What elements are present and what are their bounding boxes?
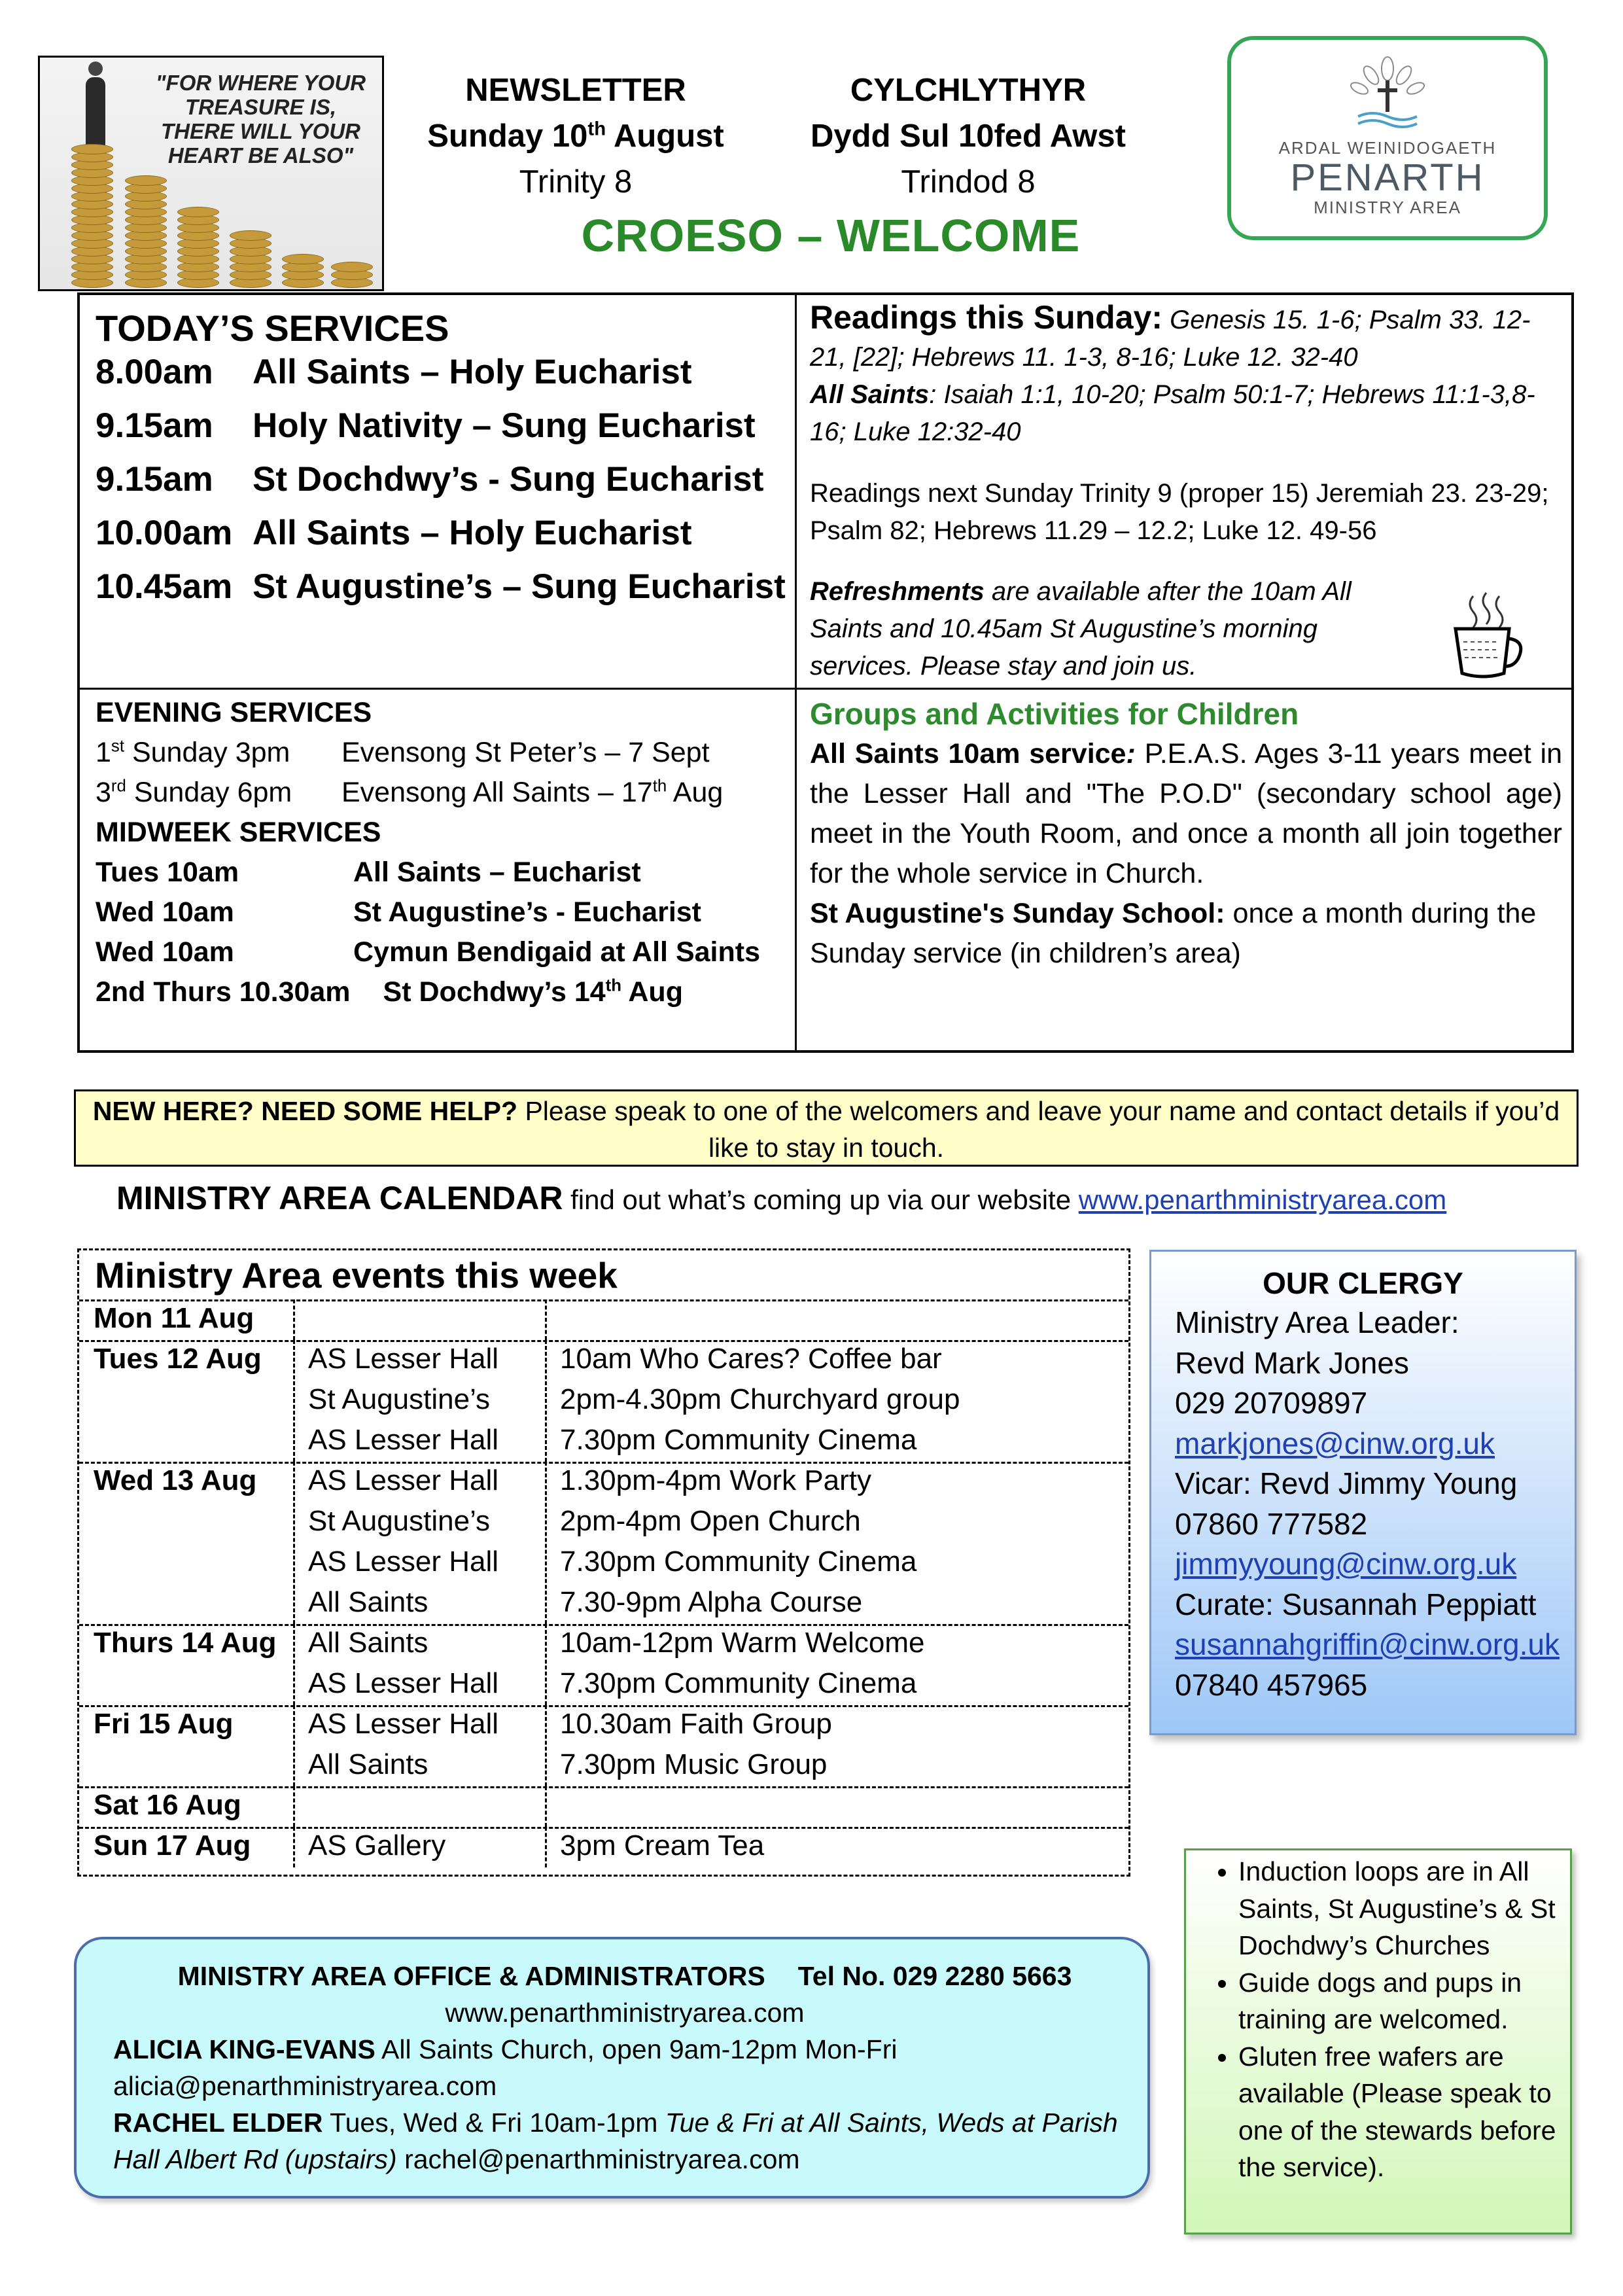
- service-row: [96, 460, 763, 499]
- event-location: AS Lesser Hall: [308, 1424, 499, 1456]
- new-here-label: NEW HERE? NEED SOME HELP?: [92, 1096, 518, 1126]
- service-desc: All Saints – Holy Eucharist: [253, 514, 692, 552]
- figure: [86, 77, 105, 149]
- event-location: AS Lesser Hall: [308, 1545, 499, 1578]
- events-column-divider: [545, 1786, 547, 1827]
- event-location: All Saints: [308, 1627, 428, 1659]
- newsletter-heading: [406, 67, 746, 205]
- coin-icon: [331, 262, 373, 272]
- calendar-label: MINISTRY AREA CALENDAR: [116, 1180, 563, 1216]
- event-activity: 3pm Cream Tea: [560, 1829, 765, 1862]
- evening-services-heading: EVENING SERVICES: [96, 697, 372, 728]
- service-row: [96, 567, 786, 607]
- children-activities: [810, 694, 1562, 974]
- divider-vertical: [795, 295, 797, 1050]
- event-location: St Augustine’s: [308, 1505, 491, 1537]
- clergy-line: Curate: Susannah Peppiatt: [1175, 1587, 1537, 1621]
- readings-next-sunday: Readings next Sunday Trinity 9 (proper 15) Jeremiah 23. 23-29; Psalm 82; Hebrews 11.29 – 12.2; Luke 12. 49-56: [810, 479, 1549, 545]
- service-time: 8.00am: [96, 353, 213, 391]
- clergy-list: [1151, 1303, 1575, 1705]
- midweek-time: Tues 10am: [96, 857, 239, 888]
- event-activity: 7.30pm Community Cinema: [560, 1545, 917, 1578]
- todays-services-heading: TODAY’S SERVICES: [96, 308, 449, 349]
- clergy-line: Revd Mark Jones: [1175, 1345, 1409, 1380]
- event-activity: 10am-12pm Warm Welcome: [560, 1627, 925, 1659]
- all-saints-label: All Saints: [810, 380, 930, 409]
- events-column-divider: [545, 1340, 547, 1462]
- new-here-text: Please speak to one of the welcomers and leave your name and contact details if you’d like to stay in touch.: [517, 1096, 1560, 1163]
- coffee-cup-icon: [1444, 590, 1529, 681]
- events-column-divider: [293, 1299, 295, 1340]
- clergy-line: Vicar: Revd Jimmy Young: [1175, 1466, 1518, 1500]
- service-row: [96, 353, 692, 392]
- clergy-title: OUR CLERGY: [1263, 1266, 1463, 1300]
- coin-icon: [125, 175, 167, 186]
- clergy-email-link[interactable]: jimmyyoung@cinw.org.uk: [1175, 1547, 1517, 1581]
- new-here-notice: [74, 1089, 1579, 1167]
- midweek-service-row: [96, 892, 701, 932]
- coin-icon: [230, 230, 271, 241]
- midweek-services-heading: MIDWEEK SERVICES: [96, 817, 381, 848]
- events-column-divider: [293, 1462, 295, 1624]
- midweek-time: Wed 10am: [96, 896, 234, 928]
- coin-icon: [282, 254, 324, 264]
- website-link[interactable]: www.penarthministryarea.com: [1078, 1184, 1447, 1215]
- midweek-desc: Cymun Bendigaid at All Saints: [353, 936, 760, 968]
- event-day: Sat 16 Aug: [94, 1789, 241, 1821]
- trinity-cy: Trindod 8: [901, 164, 1036, 200]
- note-item: • Guide dogs and pups in training are welcomed.: [1238, 1964, 1563, 2038]
- events-column-divider: [293, 1827, 295, 1867]
- events-column-divider: [545, 1827, 547, 1867]
- midweek-service-row: 2nd Thurs 10.30am St Dochdwy’s 14th Aug: [96, 976, 683, 1008]
- coin-icon: [177, 207, 219, 217]
- events-column-divider: [293, 1705, 295, 1786]
- clergy-box: [1149, 1250, 1577, 1735]
- events-column-divider: [293, 1624, 295, 1705]
- newsletter-title: NEWSLETTER: [465, 73, 686, 108]
- readings-heading: Readings this Sunday:: [810, 299, 1162, 336]
- divider-horizontal: [80, 688, 1571, 690]
- coin-icon: [71, 144, 113, 154]
- logo-top-text: ARDAL WEINIDOGAETH: [1278, 138, 1497, 158]
- welsh-title: CYLCHLYTHYR: [850, 73, 1087, 108]
- event-activity: 10am Who Cares? Coffee bar: [560, 1343, 942, 1375]
- service-time: 9.15am: [96, 406, 213, 445]
- event-location: St Augustine’s: [308, 1383, 491, 1415]
- children-p1: All Saints 10am service: P.E.A.S. Ages 3-11 years meet in the Lesser Hall and "The P.O.D" (secondary school age) meet in the Youth Room, and once a month all join together for the whole service in Church.: [810, 738, 1563, 889]
- event-activity: 7.30pm Community Cinema: [560, 1667, 917, 1699]
- calendar-text: find out what’s coming up via our website: [563, 1184, 1079, 1215]
- clergy-email-link[interactable]: susannahgriffin@cinw.org.uk: [1175, 1627, 1560, 1661]
- event-location: AS Lesser Hall: [308, 1464, 499, 1496]
- events-title: Ministry Area events this week: [95, 1255, 618, 1296]
- service-time: 9.15am: [96, 460, 213, 499]
- clergy-line: 07840 457965: [1175, 1667, 1368, 1702]
- welcome-banner: CROESO – WELCOME: [581, 210, 1081, 261]
- event-day: Sun 17 Aug: [94, 1829, 251, 1862]
- event-activity: 7.30-9pm Alpha Course: [560, 1586, 863, 1618]
- refreshments-note: [810, 573, 1399, 685]
- office-heading: MINISTRY AREA OFFICE & ADMINISTRATORS Tel No. 029 2280 5663: [177, 1961, 1072, 1991]
- office-box: [74, 1937, 1150, 2199]
- events-column-divider: [545, 1705, 547, 1786]
- midweek-desc: St Augustine’s - Eucharist: [353, 896, 701, 928]
- event-day: Tues 12 Aug: [94, 1343, 262, 1375]
- event-location: AS Lesser Hall: [308, 1667, 499, 1699]
- events-column-divider: [293, 1340, 295, 1462]
- refreshments-text: are available after the 10am All Saints and 10.45am St Augustine’s morning services. Please stay and join us.: [810, 577, 1352, 680]
- events-column-divider: [293, 1786, 295, 1827]
- clergy-line: 07860 777582: [1175, 1506, 1368, 1541]
- readings-text: Genesis 15. 1-6; Psalm 33. 12-21, [22]; Hebrews 11. 1-3, 8-16; Luke 12. 32-40: [810, 306, 1531, 372]
- service-time: 10.00am: [96, 514, 233, 552]
- event-activity: 1.30pm-4pm Work Party: [560, 1464, 872, 1496]
- service-row: [96, 514, 692, 553]
- event-activity: 7.30pm Music Group: [560, 1748, 828, 1780]
- logo-main-text: PENARTH: [1290, 156, 1485, 199]
- evening-service-row: 1st Sunday 3pm Evensong St Peter’s – 7 Sept: [96, 737, 710, 768]
- events-column-divider: [545, 1624, 547, 1705]
- midweek-desc: All Saints – Eucharist: [353, 857, 641, 888]
- note-item: • Gluten free wafers are available (Please speak to one of the stewards before the service).: [1238, 2038, 1563, 2186]
- event-day: Mon 11 Aug: [94, 1302, 254, 1334]
- event-activity: 2pm-4pm Open Church: [560, 1505, 861, 1537]
- event-location: All Saints: [308, 1748, 428, 1780]
- event-day: Wed 13 Aug: [94, 1464, 257, 1496]
- newsletter-date: Sunday 10th August: [427, 118, 724, 154]
- refreshments-label: Refreshments: [810, 577, 985, 606]
- figure-head: [88, 62, 103, 76]
- service-time: 10.45am: [96, 567, 233, 606]
- logo-cross-icon: [1345, 54, 1430, 133]
- events-table: [77, 1248, 1130, 1877]
- event-activity: 2pm-4.30pm Churchyard group: [560, 1383, 960, 1415]
- event-activity: 10.30am Faith Group: [560, 1708, 832, 1740]
- children-p2: St Augustine's Sunday School: once a month during the Sunday service (in children’s area): [810, 898, 1537, 969]
- children-heading: Groups and Activities for Children: [810, 697, 1299, 731]
- all-saints-readings: : Isaiah 1:1, 10-20; Psalm 50:1-7; Hebrews 11:1-3,8-16; Luke 12:32-40: [810, 380, 1535, 446]
- services-table: [77, 292, 1574, 1053]
- ministry-logo: [1227, 36, 1548, 240]
- event-day: Thurs 14 Aug: [94, 1627, 277, 1659]
- alicia-email: alicia@penarthministryarea.com: [113, 2071, 497, 2101]
- midweek-service-row: [96, 853, 641, 892]
- service-desc: St Dochdwy’s - Sung Eucharist: [253, 460, 764, 499]
- event-location: AS Lesser Hall: [308, 1343, 499, 1375]
- readings-this-sunday: [810, 299, 1562, 451]
- alicia-line: ALICIA KING-EVANS All Saints Church, open 9am-12pm Mon-Fri: [113, 2034, 898, 2064]
- service-desc: All Saints – Holy Eucharist: [253, 353, 692, 391]
- event-location: AS Lesser Hall: [308, 1708, 499, 1740]
- trinity-en: Trinity 8: [519, 164, 633, 200]
- clergy-email-link[interactable]: markjones@cinw.org.uk: [1175, 1426, 1495, 1460]
- event-location: All Saints: [308, 1586, 428, 1618]
- events-column-divider: [545, 1462, 547, 1624]
- midweek-time: Wed 10am: [96, 936, 234, 968]
- welsh-date: Dydd Sul 10fed Awst: [811, 118, 1126, 154]
- service-row: [96, 406, 756, 446]
- event-activity: 7.30pm Community Cinema: [560, 1424, 917, 1456]
- ministry-calendar-line: [116, 1178, 1446, 1220]
- service-desc: St Augustine’s – Sung Eucharist: [253, 567, 786, 606]
- notes-list: [1186, 1850, 1570, 2186]
- event-location: AS Gallery: [308, 1829, 446, 1862]
- clergy-line: Ministry Area Leader:: [1175, 1305, 1459, 1339]
- office-website: www.penarthministryarea.com: [445, 1998, 805, 2028]
- evening-service-row: 3rd Sunday 6pm Evensong All Saints – 17th Aug: [96, 777, 724, 808]
- midweek-service-row: [96, 932, 760, 972]
- quote-image: [38, 56, 384, 291]
- event-day: Fri 15 Aug: [94, 1708, 234, 1740]
- welsh-heading: [798, 67, 1138, 205]
- notes-box: [1184, 1848, 1572, 2234]
- quote-text: "FOR WHERE YOUR TREASURE IS, THERE WILL YOUR HEART BE ALSO": [155, 71, 366, 168]
- service-desc: Holy Nativity – Sung Eucharist: [253, 406, 756, 445]
- note-item: • Induction loops are in All Saints, St Augustine’s & St Dochdwy’s Churches: [1238, 1853, 1563, 1964]
- events-column-divider: [545, 1299, 547, 1340]
- clergy-line: 029 20709897: [1175, 1386, 1368, 1420]
- rachel-line: RACHEL ELDER Tues, Wed & Fri 10am-1pm Tue & Fri at All Saints, Weds at Parish Hall Albert Rd (upstairs) rachel@penarthministryarea.com: [113, 2108, 1118, 2174]
- logo-sub-text: MINISTRY AREA: [1314, 198, 1461, 217]
